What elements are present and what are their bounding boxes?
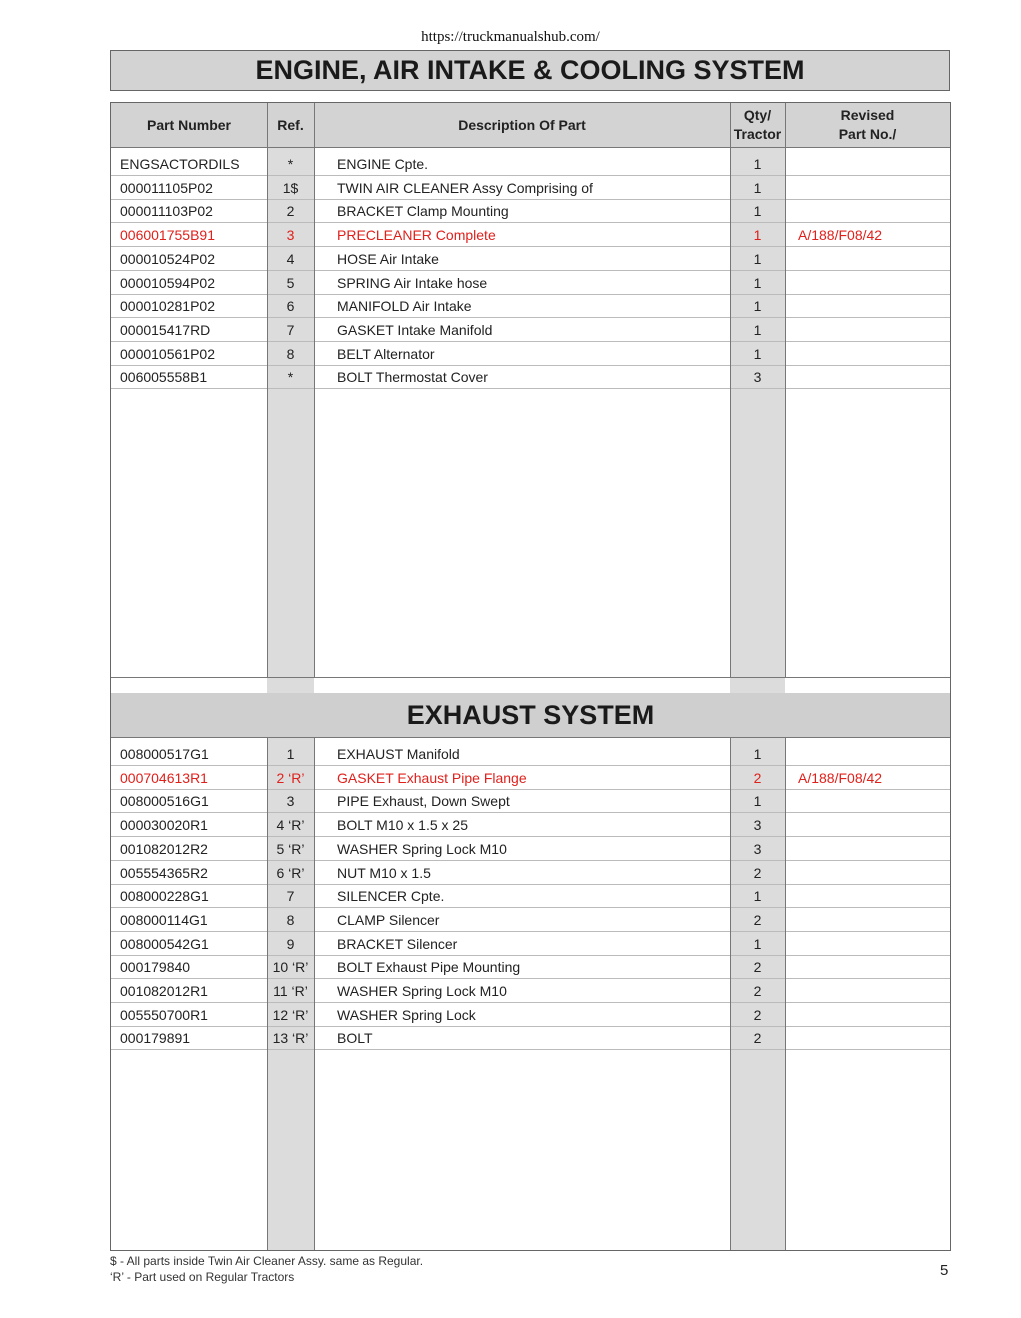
part-number-cell: 000179891 — [120, 1030, 191, 1047]
qty-cell: 2 — [753, 1006, 762, 1023]
col-line-1 — [267, 103, 268, 677]
part-number-cell: 000010281P02 — [120, 298, 215, 315]
part-number-cell: 000010524P02 — [120, 250, 215, 267]
part-number-cell: 006005558B1 — [120, 369, 208, 386]
source-url: https://truckmanualshub.com/ — [421, 29, 600, 45]
ref-cell: 9 — [286, 935, 295, 952]
section-divider-top — [111, 677, 950, 678]
part-number-cell: 000179840 — [120, 959, 191, 976]
ref-cell: 8 — [286, 345, 295, 362]
description-cell: BOLT M10 x 1.5 x 25 — [337, 817, 468, 834]
qty-cell: 1 — [753, 746, 762, 762]
table-row — [111, 271, 950, 295]
section-title-exhaust: EXHAUST SYSTEM — [111, 693, 950, 737]
ref-cell: 6 — [286, 298, 295, 315]
description-cell: BOLT — [337, 1030, 373, 1047]
description-cell: WASHER Spring Lock M10 — [337, 983, 507, 999]
qty-cell: 2 — [753, 769, 762, 786]
description-cell: CLAMP Silencer — [337, 911, 440, 928]
description-cell: EXHAUST Manifold — [337, 746, 460, 762]
table-header-row — [111, 103, 950, 147]
part-number-cell: 008000542G1 — [120, 935, 209, 952]
col-line-2b — [314, 737, 315, 1250]
col-line-4 — [785, 103, 786, 677]
ref-cell: 7 — [286, 888, 295, 905]
qty-cell: 1 — [753, 793, 762, 810]
description-cell: SPRING Air Intake hose — [337, 274, 488, 291]
table-row — [111, 789, 950, 813]
table-row — [111, 932, 950, 956]
qty-cell: 1 — [753, 203, 762, 220]
part-number-cell: 000011105P02 — [120, 179, 213, 196]
page-number: 5 — [940, 1262, 949, 1279]
col-line-4b — [785, 737, 786, 1250]
col-header-qty-line2: Tractor — [733, 126, 782, 142]
col-line-2 — [314, 103, 315, 677]
table-row — [111, 884, 950, 908]
description-cell: NUT M10 x 1.5 — [337, 864, 431, 881]
part-number-cell: 000015417RD — [120, 321, 211, 338]
qty-cell: 1 — [753, 935, 762, 952]
col-header-ref: Ref. — [277, 116, 304, 133]
part-number-cell: 008000228G1 — [120, 888, 209, 905]
description-cell: ENGINE Cpte. — [337, 156, 429, 172]
table-row — [111, 955, 950, 979]
description-cell: MANIFOLD Air Intake — [337, 298, 472, 315]
ref-cell: 6 ‘R’ — [276, 864, 305, 881]
ref-cell: 3 — [286, 793, 295, 810]
table-row — [111, 152, 950, 176]
ref-cell: * — [287, 156, 294, 172]
description-cell: BOLT Exhaust Pipe Mounting — [337, 959, 521, 976]
footnote-regular: ‘R’ - Part used on Regular Tractors — [110, 1270, 295, 1284]
parts-table — [110, 102, 951, 1251]
col-header-qty — [730, 103, 785, 147]
description-cell: WASHER Spring Lock M10 — [337, 840, 507, 857]
table-row — [111, 742, 950, 766]
part-number-cell: 005550700R1 — [120, 1006, 208, 1023]
col-header-part-number: Part Number — [146, 116, 232, 133]
part-number-cell: 000030020R1 — [120, 817, 208, 834]
col-header-revised — [785, 103, 950, 147]
qty-cell: 1 — [753, 888, 762, 905]
col-line-3b — [730, 737, 731, 1250]
qty-cell: 1 — [753, 227, 762, 244]
qty-cell: 2 — [753, 959, 762, 976]
revised-part-cell: A/188/F08/42 — [798, 769, 883, 786]
ref-cell: 11 ‘R’ — [273, 983, 308, 999]
table-row — [111, 861, 950, 885]
description-cell: BOLT Thermostat Cover — [337, 369, 488, 386]
table-row — [111, 342, 950, 366]
part-number-cell: 008000516G1 — [120, 793, 209, 810]
row-divider — [111, 1049, 950, 1050]
table-row — [111, 294, 950, 318]
ref-cell: 10 ‘R’ — [272, 959, 309, 976]
description-cell: WASHER Spring Lock — [337, 1006, 476, 1023]
part-number-cell: 000704613R1 — [120, 769, 208, 786]
revised-part-cell: A/188/F08/42 — [798, 227, 883, 244]
table-row — [111, 766, 950, 790]
ref-cell: 12 ‘R’ — [272, 1006, 309, 1023]
row-divider — [111, 388, 950, 389]
table-row — [111, 1003, 950, 1027]
part-number-cell: 005554365R2 — [120, 864, 208, 881]
part-number-cell: 001082012R1 — [120, 983, 208, 999]
description-cell: HOSE Air Intake — [337, 250, 439, 267]
table-row — [111, 908, 950, 932]
col-line-3 — [730, 103, 731, 677]
exhaust-header-divider — [111, 737, 950, 738]
description-cell: GASKET Exhaust Pipe Flange — [337, 769, 527, 786]
table-row — [111, 1026, 950, 1050]
description-cell: BRACKET Silencer — [337, 935, 458, 952]
col-header-description: Description Of Part — [458, 116, 586, 133]
table-row — [111, 837, 950, 861]
header-divider — [111, 147, 950, 148]
qty-cell: 2 — [753, 911, 762, 928]
ref-cell: 1$ — [282, 179, 299, 196]
ref-cell: 2 ‘R’ — [276, 769, 305, 786]
ref-cell: 5 — [286, 274, 295, 291]
qty-cell: 1 — [753, 298, 762, 315]
part-number-cell: 000010561P02 — [120, 345, 215, 362]
part-number-cell: 000011103P02 — [120, 203, 213, 220]
table-row — [111, 979, 950, 1003]
qty-cell: 3 — [753, 369, 762, 386]
table-row — [111, 365, 950, 389]
description-cell: TWIN AIR CLEANER Assy Comprising of — [337, 179, 593, 196]
table-row — [111, 247, 950, 271]
ref-cell: 8 — [286, 911, 295, 928]
ref-cell: 4 — [286, 250, 295, 267]
table-row — [111, 223, 950, 247]
part-number-cell: 008000517G1 — [120, 746, 209, 762]
qty-cell: 1 — [753, 250, 762, 267]
ref-cell: * — [287, 369, 294, 386]
qty-cell: 3 — [753, 840, 762, 857]
col-header-revised-line1: Revised — [840, 107, 895, 123]
col-line-1b — [267, 737, 268, 1250]
ref-cell: 7 — [286, 321, 295, 338]
col-header-revised-line2: Part No./ — [838, 126, 897, 142]
description-cell: PRECLEANER Complete — [337, 227, 496, 244]
part-number-cell: 001082012R2 — [120, 840, 208, 857]
ref-cell: 1 — [286, 746, 295, 762]
qty-cell: 1 — [753, 321, 762, 338]
ref-cell: 3 — [286, 227, 295, 244]
qty-cell: 2 — [753, 1030, 762, 1047]
description-cell: PIPE Exhaust, Down Swept — [337, 793, 510, 810]
description-cell: BRACKET Clamp Mounting — [337, 203, 509, 220]
ref-cell: 13 ‘R’ — [272, 1030, 309, 1047]
table-row — [111, 318, 950, 342]
part-number-cell: ENGSACTORDILS — [120, 156, 240, 172]
part-number-cell: 008000114G1 — [120, 911, 208, 928]
qty-cell: 2 — [753, 983, 762, 999]
qty-cell: 3 — [753, 817, 762, 834]
qty-cell: 1 — [753, 345, 762, 362]
ref-cell: 2 — [286, 203, 295, 220]
description-cell: GASKET Intake Manifold — [337, 321, 493, 338]
footnote-dollar: $ - All parts inside Twin Air Cleaner Assy. same as Regular. — [110, 1254, 424, 1268]
qty-cell: 2 — [753, 864, 762, 881]
part-number-cell: 000010594P02 — [120, 274, 215, 291]
qty-cell: 1 — [753, 156, 762, 172]
ref-cell: 5 ‘R’ — [276, 840, 305, 857]
table-row — [111, 176, 950, 200]
qty-cell: 1 — [753, 179, 762, 196]
section-title-engine: ENGINE, AIR INTAKE & COOLING SYSTEM — [110, 50, 950, 91]
table-row — [111, 813, 950, 837]
col-header-qty-line1: Qty/ — [743, 107, 772, 123]
table-row — [111, 199, 950, 223]
part-number-cell: 006001755B91 — [120, 227, 215, 244]
ref-cell: 4 ‘R’ — [276, 817, 305, 834]
qty-cell: 1 — [753, 274, 762, 291]
description-cell: BELT Alternator — [337, 345, 435, 362]
description-cell: SILENCER Cpte. — [337, 888, 445, 905]
